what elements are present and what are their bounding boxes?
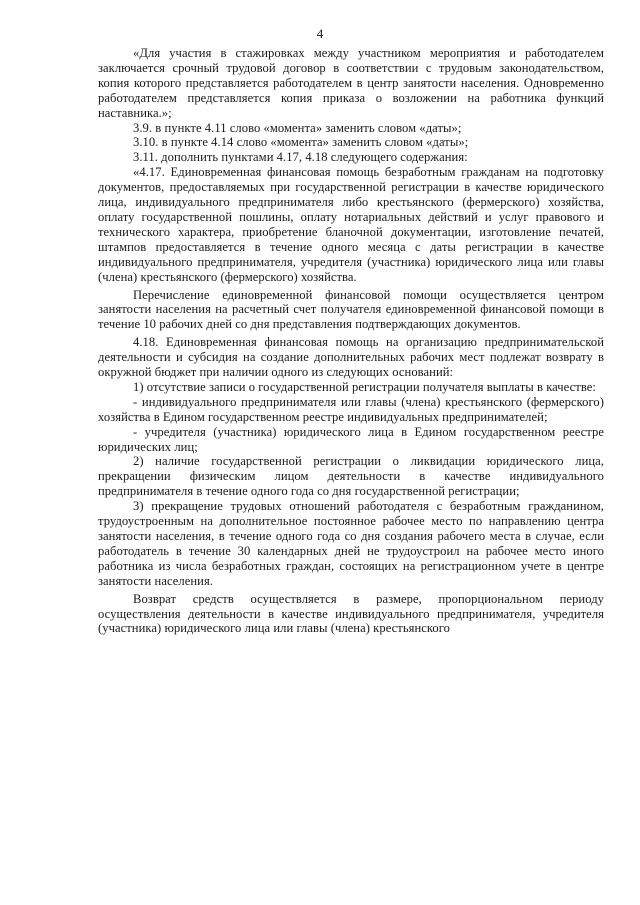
- paragraph-clause-4-18: 4.18. Единовременная финансовая помощь на организацию предпринимательской деятельности и субсидия на создание дополнительных рабочих мест подлежат возврату в окружной бюджет при наличии одного из следующих оснований:: [98, 335, 604, 380]
- paragraph-ground-2: 2) наличие государственной регистрации о ликвидации юридического лица, прекращении физическим лицом деятельности в качестве индивидуального предпринимателя в течение одного года со дня государственной регистрации;: [98, 454, 604, 499]
- paragraph-transfer-of-aid: Перечисление единовременной финансовой помощи осуществляется центром занятости населения на расчетный счет получателя единовременной финансовой помощи в течение 10 рабочих дней со дня представления подтверждающих документов.: [98, 287, 604, 332]
- paragraph-item-3-9: 3.9. в пункте 4.11 слово «момента» заменить словом «даты»;: [133, 120, 462, 135]
- paragraph-ground-3: 3) прекращение трудовых отношений работодателя с безработным гражданином, трудоустроенным на дополнительное постоянное рабочее место по направлению центра занятости населения, в течение одного года со дня создания рабочего места в случае, если работодатель в течение 30 календарных дней не трудоустроил на рабочее место иного работника из числа безработных граждан, состоящих на регистрационном учете в центре занятости населения.: [98, 499, 604, 588]
- paragraph-refund-of-funds: Возврат средств осуществляется в размере, пропорциональном периоду осуществления деятельности в качестве индивидуального предпринимателя, учредителя (участника) юридического лица или главы (члена) крестьянского: [98, 591, 604, 636]
- paragraph-clause-4-17: «4.17. Единовременная финансовая помощь безработным гражданам на подготовку документов, предоставляемых при государственной регистрации в качестве юридического лица, индивидуального предпринимателя либо крестьянского (фермерского) хозяйства, оплату государственной пошлины, оплату нотариальных действий и услуг правового и технического характера, приобретение бланочной документации, изготовление печатей, штампов предоставляется в течение одного месяца с даты регистрации в качестве индивидуального предпринимателя, учредителя (участника) юридического лица или главы (члена) крестьянского (фермерского) хозяйства.: [98, 165, 604, 284]
- paragraph-ground-1-entrepreneur: - индивидуального предпринимателя или главы (члена) крестьянского (фермерского) хозяйства в Едином государственном реестре индивидуальных предпринимателей;: [98, 394, 604, 424]
- paragraph-item-3-11: 3.11. дополнить пунктами 4.17, 4.18 следующего содержания:: [133, 150, 468, 165]
- page-number: 4: [316, 26, 324, 41]
- paragraph-internship-contract: «Для участия в стажировках между участником мероприятия и работодателем заключается срочный трудовой договор в соответствии с трудовым законодательством, копия которого представляется работодателем в центр занятости населения. Одновременно работодателем представляется копия приказа о возложении на работника функций наставника.»;: [98, 46, 604, 120]
- paragraph-ground-1: 1) отсутствие записи о государственной регистрации получателя выплаты в качестве:: [133, 379, 596, 394]
- paragraph-item-3-10: 3.10. в пункте 4.14 слово «момента» заменить словом «даты»;: [133, 135, 469, 150]
- paragraph-ground-1-legal-entity: - учредителя (участника) юридического лица в Едином государственном реестре юридических лиц;: [98, 424, 604, 454]
- document-body: [98, 46, 604, 636]
